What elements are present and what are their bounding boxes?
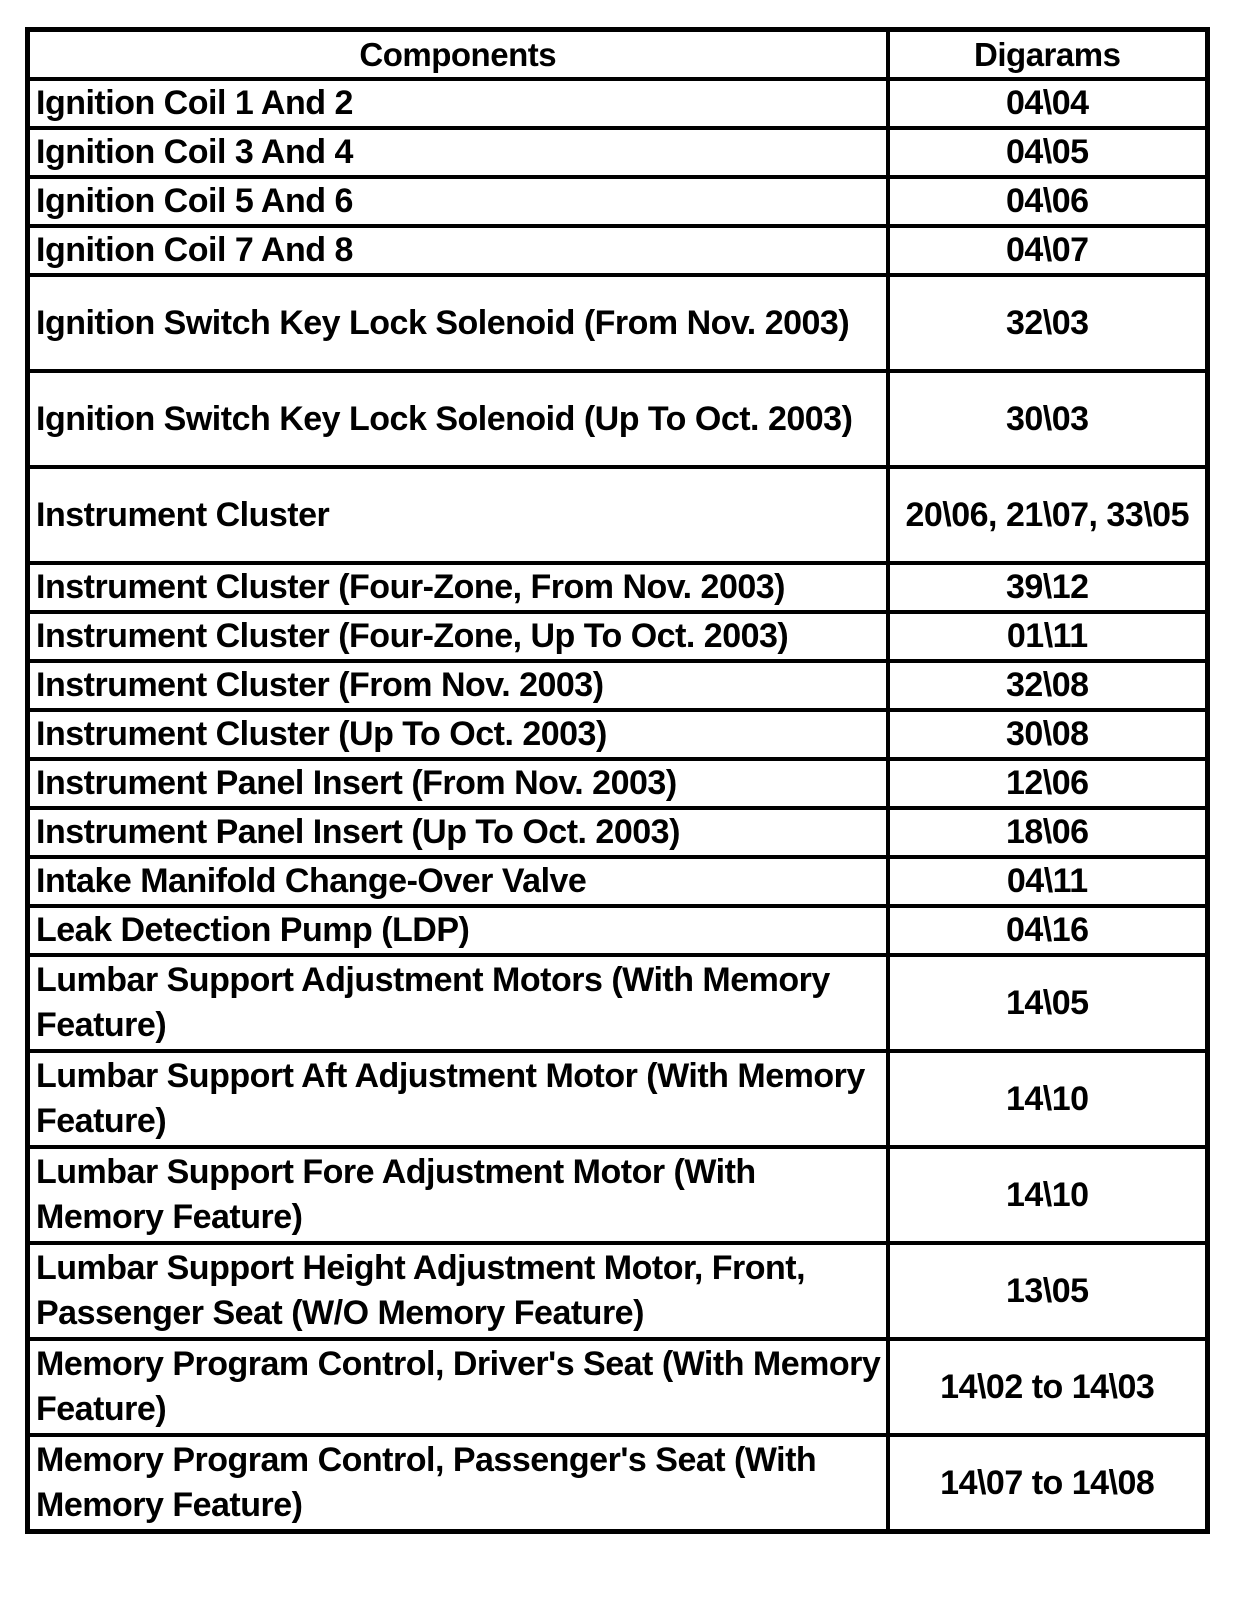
table-row [28,275,1208,371]
diagram-cell: 32\08 [888,661,1208,710]
component-cell: Ignition Coil 7 And 8 [28,226,888,275]
diagram-cell: 13\05 [888,1243,1208,1339]
component-cell: Instrument Panel Insert (Up To Oct. 2003) [28,808,888,857]
component-cell: Lumbar Support Fore Adjustment Motor (With Memory Feature) [28,1147,888,1243]
diagram-cell: 18\06 [888,808,1208,857]
table-row [28,1051,1208,1147]
diagram-cell: 39\12 [888,563,1208,612]
diagram-cell: 04\07 [888,226,1208,275]
table-header-row [28,30,1208,80]
component-cell: Instrument Cluster [28,467,888,563]
diagram-cell: 32\03 [888,275,1208,371]
components-diagrams-table [25,27,1210,1534]
table-row [28,128,1208,177]
component-cell: Memory Program Control, Driver's Seat (With Memory Feature) [28,1339,888,1435]
table-row [28,371,1208,467]
diagram-cell: 04\05 [888,128,1208,177]
table-row [28,1339,1208,1435]
column-header-components: Components [28,30,888,80]
table-row [28,857,1208,906]
components-table-wrapper [25,27,1205,1534]
component-cell: Ignition Switch Key Lock Solenoid (Up To Oct. 2003) [28,371,888,467]
component-cell: Instrument Cluster (Four-Zone, Up To Oct. 2003) [28,612,888,661]
column-header-diagrams: Digarams [888,30,1208,80]
component-cell: Lumbar Support Adjustment Motors (With Memory Feature) [28,955,888,1051]
table-row [28,1243,1208,1339]
component-cell: Lumbar Support Height Adjustment Motor, Front, Passenger Seat (W/O Memory Feature) [28,1243,888,1339]
table-row [28,177,1208,226]
diagram-cell: 14\10 [888,1051,1208,1147]
component-cell: Ignition Coil 3 And 4 [28,128,888,177]
component-cell: Ignition Coil 5 And 6 [28,177,888,226]
diagram-cell: 14\07 to 14\08 [888,1435,1208,1532]
table-row [28,661,1208,710]
component-cell: Leak Detection Pump (LDP) [28,906,888,955]
diagram-cell: 14\02 to 14\03 [888,1339,1208,1435]
component-cell: Ignition Coil 1 And 2 [28,79,888,128]
diagram-cell: 04\11 [888,857,1208,906]
table-row [28,808,1208,857]
diagram-cell: 30\03 [888,371,1208,467]
component-cell: Instrument Cluster (Four-Zone, From Nov. 2003) [28,563,888,612]
component-cell: Memory Program Control, Passenger's Seat (With Memory Feature) [28,1435,888,1532]
table-row [28,1147,1208,1243]
diagram-cell: 30\08 [888,710,1208,759]
component-cell: Instrument Panel Insert (From Nov. 2003) [28,759,888,808]
component-cell: Instrument Cluster (From Nov. 2003) [28,661,888,710]
component-cell: Intake Manifold Change-Over Valve [28,857,888,906]
table-row [28,955,1208,1051]
diagram-cell: 12\06 [888,759,1208,808]
diagram-cell: 04\04 [888,79,1208,128]
diagram-cell: 04\06 [888,177,1208,226]
component-cell: Lumbar Support Aft Adjustment Motor (With Memory Feature) [28,1051,888,1147]
table-row [28,1435,1208,1532]
table-row [28,467,1208,563]
table-row [28,759,1208,808]
table-row [28,563,1208,612]
diagram-cell: 04\16 [888,906,1208,955]
diagram-cell: 01\11 [888,612,1208,661]
table-row [28,710,1208,759]
table-row [28,79,1208,128]
table-row [28,612,1208,661]
table-row [28,906,1208,955]
table-row [28,226,1208,275]
diagram-cell: 14\05 [888,955,1208,1051]
component-cell: Instrument Cluster (Up To Oct. 2003) [28,710,888,759]
component-cell: Ignition Switch Key Lock Solenoid (From Nov. 2003) [28,275,888,371]
diagram-cell: 14\10 [888,1147,1208,1243]
diagram-cell: 20\06, 21\07, 33\05 [888,467,1208,563]
